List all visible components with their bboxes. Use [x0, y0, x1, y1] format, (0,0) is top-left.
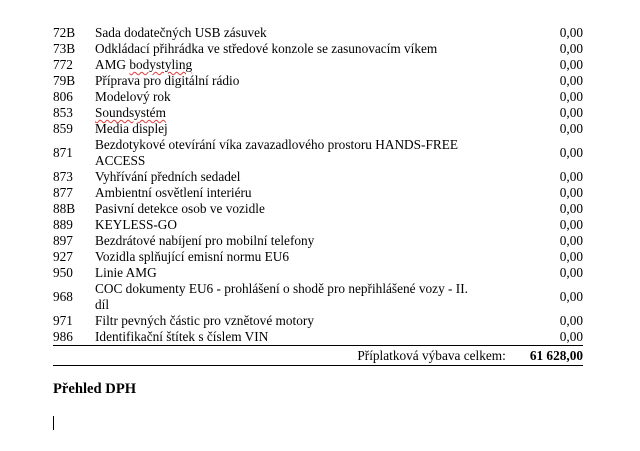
option-description: Odkládací přihrádka ve středové konzole se zasunovacím víkem	[95, 41, 438, 56]
option-description	[95, 57, 503, 73]
option-price: 0,00	[559, 233, 583, 248]
option-price: 0,00	[503, 329, 583, 346]
spellcheck-flagged-word[interactable]: Soundsystém	[95, 105, 166, 120]
option-price: 0,00	[559, 201, 583, 216]
option-code: 806	[53, 89, 73, 104]
option-price: 0,00	[559, 73, 583, 88]
table-row	[53, 249, 583, 265]
table-row	[53, 313, 583, 329]
option-code: 889	[53, 217, 73, 232]
total-value: 61 628,00	[529, 348, 583, 363]
option-price: 0,00	[559, 265, 583, 280]
option-code: 950	[53, 265, 73, 280]
option-code: 79B	[53, 73, 76, 88]
option-price: 0,00	[559, 145, 583, 160]
option-price: 0,00	[559, 57, 583, 72]
option-price: 0,00	[559, 41, 583, 56]
option-description	[95, 281, 503, 313]
option-description: Filtr pevných částic pro vznětové motory	[95, 313, 314, 328]
description-text: AMG	[95, 57, 130, 72]
option-price: 0,00	[559, 121, 583, 136]
table-row	[53, 57, 583, 73]
options-table	[53, 25, 583, 346]
option-description: Linie AMG	[95, 265, 157, 280]
table-row	[53, 73, 583, 89]
table-row	[53, 233, 583, 249]
option-code: 927	[53, 249, 73, 264]
table-row	[53, 105, 583, 121]
vat-overview-heading: Přehled DPH	[53, 381, 137, 397]
option-price: 0,00	[559, 217, 583, 232]
option-description	[95, 137, 503, 169]
option-price: 0,00	[559, 169, 583, 184]
table-row	[53, 329, 583, 346]
table-row	[53, 185, 583, 201]
table-row	[53, 265, 583, 281]
spellcheck-flagged-word[interactable]: bodystyling	[129, 57, 193, 72]
option-code: 873	[53, 169, 73, 184]
option-code: 772	[53, 57, 73, 72]
option-code: 897	[53, 233, 73, 248]
option-code: 853	[53, 105, 73, 120]
table-row	[53, 137, 583, 169]
option-price: 0,00	[559, 105, 583, 120]
description-line: Bezdotykové otevírání víka zavazadlového prostoru HANDS-FREE	[95, 137, 458, 152]
table-row	[53, 281, 583, 313]
table-row	[53, 89, 583, 105]
table-row	[53, 169, 583, 185]
description-line: ACCESS	[95, 153, 146, 168]
option-description	[95, 105, 503, 121]
options-total-row	[53, 348, 583, 366]
option-price: 0,00	[559, 289, 583, 304]
table-row	[53, 25, 583, 41]
option-description: Sada dodatečných USB zásuvek	[95, 25, 267, 40]
option-description: Identifikační štítek s číslem VIN	[95, 329, 503, 346]
option-code: 986	[53, 329, 95, 346]
option-code: 971	[53, 313, 73, 328]
option-code: 73B	[53, 41, 76, 56]
option-description: Media displej	[95, 121, 168, 136]
text-cursor[interactable]	[53, 416, 54, 430]
option-code: 859	[53, 121, 73, 136]
option-code: 88B	[53, 201, 76, 216]
option-code: 968	[53, 289, 73, 304]
description-line: díl	[95, 297, 110, 312]
option-code: 72B	[53, 25, 76, 40]
option-price: 0,00	[559, 89, 583, 104]
option-description: Modelový rok	[95, 89, 171, 104]
option-description: Vozidla splňující emisní normu EU6	[95, 249, 290, 264]
option-price: 0,00	[559, 185, 583, 200]
table-row	[53, 217, 583, 233]
option-description: Pasivní detekce osob ve vozidle	[95, 201, 265, 216]
option-price: 0,00	[559, 249, 583, 264]
table-row	[53, 121, 583, 137]
option-description: Příprava pro digitální rádio	[95, 73, 240, 88]
document-body	[53, 25, 583, 366]
option-price: 0,00	[559, 313, 583, 328]
table-row	[53, 41, 583, 57]
description-line: COC dokumenty EU6 - prohlášení o shodě pro nepřihlášené vozy - II.	[95, 281, 468, 296]
option-code: 877	[53, 185, 73, 200]
option-description: Bezdrátové nabíjení pro mobilní telefony	[95, 233, 315, 248]
option-description: KEYLESS-GO	[95, 217, 177, 232]
option-description: Ambientní osvětlení interiéru	[95, 185, 252, 200]
total-label: Příplatková výbava celkem:	[357, 348, 506, 363]
table-row	[53, 201, 583, 217]
option-price: 0,00	[559, 25, 583, 40]
option-code: 871	[53, 145, 73, 160]
option-description: Vyhřívání předních sedadel	[95, 169, 241, 184]
